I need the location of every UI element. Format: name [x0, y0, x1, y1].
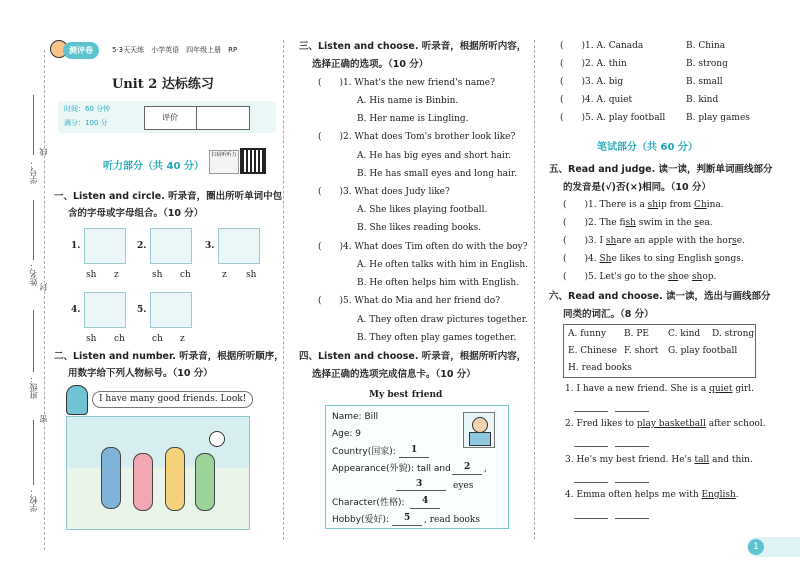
- s6-item: 2. Fred likes to play basketball after school.: [565, 419, 766, 429]
- page-title: Unit 2 达标练习: [112, 77, 214, 92]
- binding-line: [44, 50, 45, 550]
- bill-portrait: [463, 412, 495, 448]
- football-icon: [209, 431, 225, 447]
- s4-answer-b[interactable]: B. China: [686, 41, 726, 51]
- answer-blank[interactable]: [574, 446, 608, 447]
- card-title: My best friend: [369, 390, 443, 400]
- picture-bookshelf: [84, 228, 126, 264]
- writing-title: 笔试部分（共 60 分）: [597, 142, 698, 153]
- answer-blank[interactable]: [574, 411, 608, 412]
- s3-question: ( )3. What does Judy like?: [318, 187, 450, 197]
- s1-opt[interactable]: z: [114, 270, 119, 280]
- s2-heading2: 用数字给下列人物标号。（10 分）: [68, 368, 213, 379]
- blank-number[interactable]: 1: [411, 445, 418, 455]
- label-xuexiao: 学校：: [29, 488, 38, 512]
- s5-item[interactable]: ( )2. The fish swim in the sea.: [563, 218, 713, 228]
- s6-option: H. read books: [568, 363, 632, 373]
- s4-answer-b[interactable]: B. small: [686, 77, 723, 87]
- s1-opt[interactable]: ch: [180, 270, 191, 280]
- answer-blank[interactable]: [615, 446, 649, 447]
- blank-number[interactable]: 4: [422, 496, 429, 506]
- listening-title: 听力部分（共 40 分）: [103, 161, 204, 172]
- s3-option[interactable]: A. His name is Binbin.: [357, 96, 459, 106]
- child-figure-icon: [165, 447, 185, 511]
- s3-question: ( )5. What do Mia and her friend do?: [318, 296, 501, 306]
- s6-heading: 六、Read and choose. 读一读，选出与画线部分: [549, 291, 771, 302]
- s3-heading2: 选择正确的选项。（10 分）: [312, 59, 429, 70]
- s3-option[interactable]: A. He has big eyes and short hair.: [357, 151, 511, 161]
- answer-blank[interactable]: [615, 482, 649, 483]
- child-figure-icon: [101, 447, 121, 509]
- s1-opt[interactable]: ch: [114, 334, 125, 344]
- label-banji: 班级：: [29, 375, 38, 399]
- answer-blank[interactable]: [615, 518, 649, 519]
- xingming-line: [33, 200, 34, 260]
- card-hobby-tail: , read books: [424, 515, 481, 525]
- s6-option: F. short: [624, 346, 659, 356]
- child-figure-icon: [133, 453, 153, 511]
- answer-blank[interactable]: [574, 518, 608, 519]
- banji-line: [33, 310, 34, 372]
- page-number: 1: [748, 539, 764, 555]
- blank-line: [396, 490, 446, 491]
- s1-opt[interactable]: sh: [86, 334, 97, 344]
- friends-picture: [66, 416, 250, 530]
- eval-box: [144, 106, 250, 130]
- s1-item-num: 4.: [71, 305, 81, 315]
- xuexiao-line: [33, 420, 34, 485]
- qr-label: 扫码听听力: [209, 150, 239, 174]
- s3-option[interactable]: A. She likes playing football.: [357, 205, 488, 215]
- info-score: 满分：100 分: [64, 119, 108, 127]
- s4-answer-b[interactable]: B. play games: [686, 113, 750, 123]
- column-divider-2: [534, 40, 535, 540]
- s1-opt[interactable]: sh: [246, 270, 257, 280]
- s3-option[interactable]: B. They often play games together.: [357, 333, 517, 343]
- s1-item-num: 1.: [71, 241, 81, 251]
- header-series: 5·3天天练 小学英语 四年级上册 RP: [112, 46, 238, 54]
- picture-cartoon-face: [150, 292, 192, 328]
- s6-item: 3. He's my best friend. He's tall and thin.: [565, 455, 753, 465]
- card-country: Country(国家):: [332, 447, 396, 457]
- s1-heading: 一、Listen and circle. 听录音，圈出所听单词中包: [54, 191, 283, 202]
- s6-option: G. play football: [668, 346, 738, 356]
- s1-opt[interactable]: sh: [152, 270, 163, 280]
- s5-item[interactable]: ( )3. I share an apple with the horse.: [563, 236, 745, 246]
- s5-heading2: 的发音是(√)否(×)相同。（10 分）: [563, 182, 711, 193]
- s1-heading2: 含的字母或字母组合。（10 分）: [68, 208, 204, 219]
- shirt-icon: [469, 432, 491, 446]
- blank-line: [399, 457, 429, 458]
- card-character: Character(性格):: [332, 498, 405, 508]
- s1-item-num: 3.: [205, 241, 215, 251]
- blank-line: [392, 525, 422, 526]
- s6-option: E. Chinese: [568, 346, 617, 356]
- s5-item[interactable]: ( )1. There is a ship from China.: [563, 200, 724, 210]
- picture-shells: [218, 228, 260, 264]
- s4-answer-row[interactable]: ( )3. A. big: [560, 77, 624, 87]
- blank-number[interactable]: 5: [404, 513, 411, 523]
- s3-option[interactable]: A. He often talks with him in English.: [357, 260, 529, 270]
- s4-answer-row[interactable]: ( )5. A. play football: [560, 113, 666, 123]
- s2-heading: 二、Listen and number. 听录音，根据所听顺序，: [54, 351, 284, 362]
- s4-answer-b[interactable]: B. strong: [686, 59, 728, 69]
- s6-item: 4. Emma often helps me with English.: [565, 490, 739, 500]
- s4-heading: 四、Listen and choose. 听录音，根据所听内容，: [299, 351, 527, 362]
- header-badge: 测评卷: [63, 42, 99, 59]
- eval-label: 评价: [162, 113, 178, 122]
- s6-option: A. funny: [568, 329, 607, 339]
- s5-item[interactable]: ( )4. She likes to sing English songs.: [563, 254, 744, 264]
- speech-bubble: I have many good friends. Look!: [92, 391, 253, 408]
- s1-opt[interactable]: z: [222, 270, 227, 280]
- s3-option[interactable]: B. She likes reading books.: [357, 223, 482, 233]
- label-xuehao: 学号：: [29, 160, 38, 184]
- card-name: Name: Bill: [332, 412, 379, 422]
- card-age: Age: 9: [332, 429, 362, 439]
- picture-chair: [150, 228, 192, 264]
- s1-item-num: 2.: [137, 241, 147, 251]
- s6-item: 1. I have a new friend. She is a quiet girl.: [565, 384, 754, 394]
- answer-blank[interactable]: [574, 482, 608, 483]
- s4-answer-row[interactable]: ( )1. A. Canada: [560, 41, 644, 51]
- s4-answer-b[interactable]: B. kind: [686, 95, 719, 105]
- card-appearance: Appearance(外貌): tall and: [332, 464, 451, 474]
- boy-icon: [66, 385, 88, 415]
- mark-feng: 封: [39, 283, 48, 291]
- s3-option[interactable]: B. He often helps him with English.: [357, 278, 520, 288]
- s6-option: C. kind: [668, 329, 701, 339]
- mark-xian: 线: [39, 148, 48, 156]
- s1-opt[interactable]: sh: [86, 270, 97, 280]
- comma: ,: [484, 464, 487, 474]
- column-divider-1: [283, 40, 284, 540]
- blank-number[interactable]: 2: [464, 462, 471, 472]
- info-time: 时间：60 分钟: [64, 105, 111, 113]
- eval-divider: [196, 106, 197, 130]
- answer-blank[interactable]: [615, 411, 649, 412]
- card-eyes: eyes: [453, 481, 474, 491]
- s1-opt[interactable]: ch: [152, 334, 163, 344]
- s6-option: D. strong: [712, 329, 755, 339]
- s3-option[interactable]: A. They often draw pictures together.: [357, 315, 528, 325]
- blank-line: [410, 508, 440, 509]
- face-icon: [472, 417, 488, 433]
- label-xingming: 姓名：: [29, 262, 38, 286]
- xuehao-line: [33, 95, 34, 155]
- s3-question: ( )4. What does Tim often do with the boy?: [318, 242, 528, 252]
- s1-item-num: 5.: [137, 305, 147, 315]
- s4-answer-row[interactable]: ( )4. A. quiet: [560, 95, 633, 105]
- s3-option[interactable]: B. He has small eyes and long hair.: [357, 169, 518, 179]
- s4-heading2: 选择正确的选项完成信息卡。（10 分）: [312, 369, 476, 380]
- s4-answer-row[interactable]: ( )2. A. thin: [560, 59, 627, 69]
- blank-line: [452, 474, 482, 475]
- picture-sheep: [84, 292, 126, 328]
- s1-opt[interactable]: z: [180, 334, 185, 344]
- mark-mi: 密: [39, 415, 48, 423]
- s6-option: B. PE: [624, 329, 649, 339]
- card-hobby: Hobby(爱好):: [332, 515, 390, 525]
- s6-heading2: 同类的词汇。（8 分）: [563, 309, 654, 320]
- s3-question: ( )2. What does Tom's brother look like?: [318, 132, 516, 142]
- s3-question: ( )1. What's the new friend's name?: [318, 78, 495, 88]
- s5-item[interactable]: ( )5. Let's go to the shoe shop.: [563, 272, 717, 282]
- s3-option[interactable]: B. Her name is Lingling.: [357, 114, 469, 124]
- child-figure-icon: [195, 453, 215, 511]
- s5-heading: 五、Read and judge. 读一读，判断单词画线部分: [549, 164, 773, 175]
- s3-heading: 三、Listen and choose. 听录音，根据所听内容，: [299, 41, 527, 52]
- blank-number[interactable]: 3: [416, 479, 423, 489]
- qr-code-icon: [240, 148, 266, 174]
